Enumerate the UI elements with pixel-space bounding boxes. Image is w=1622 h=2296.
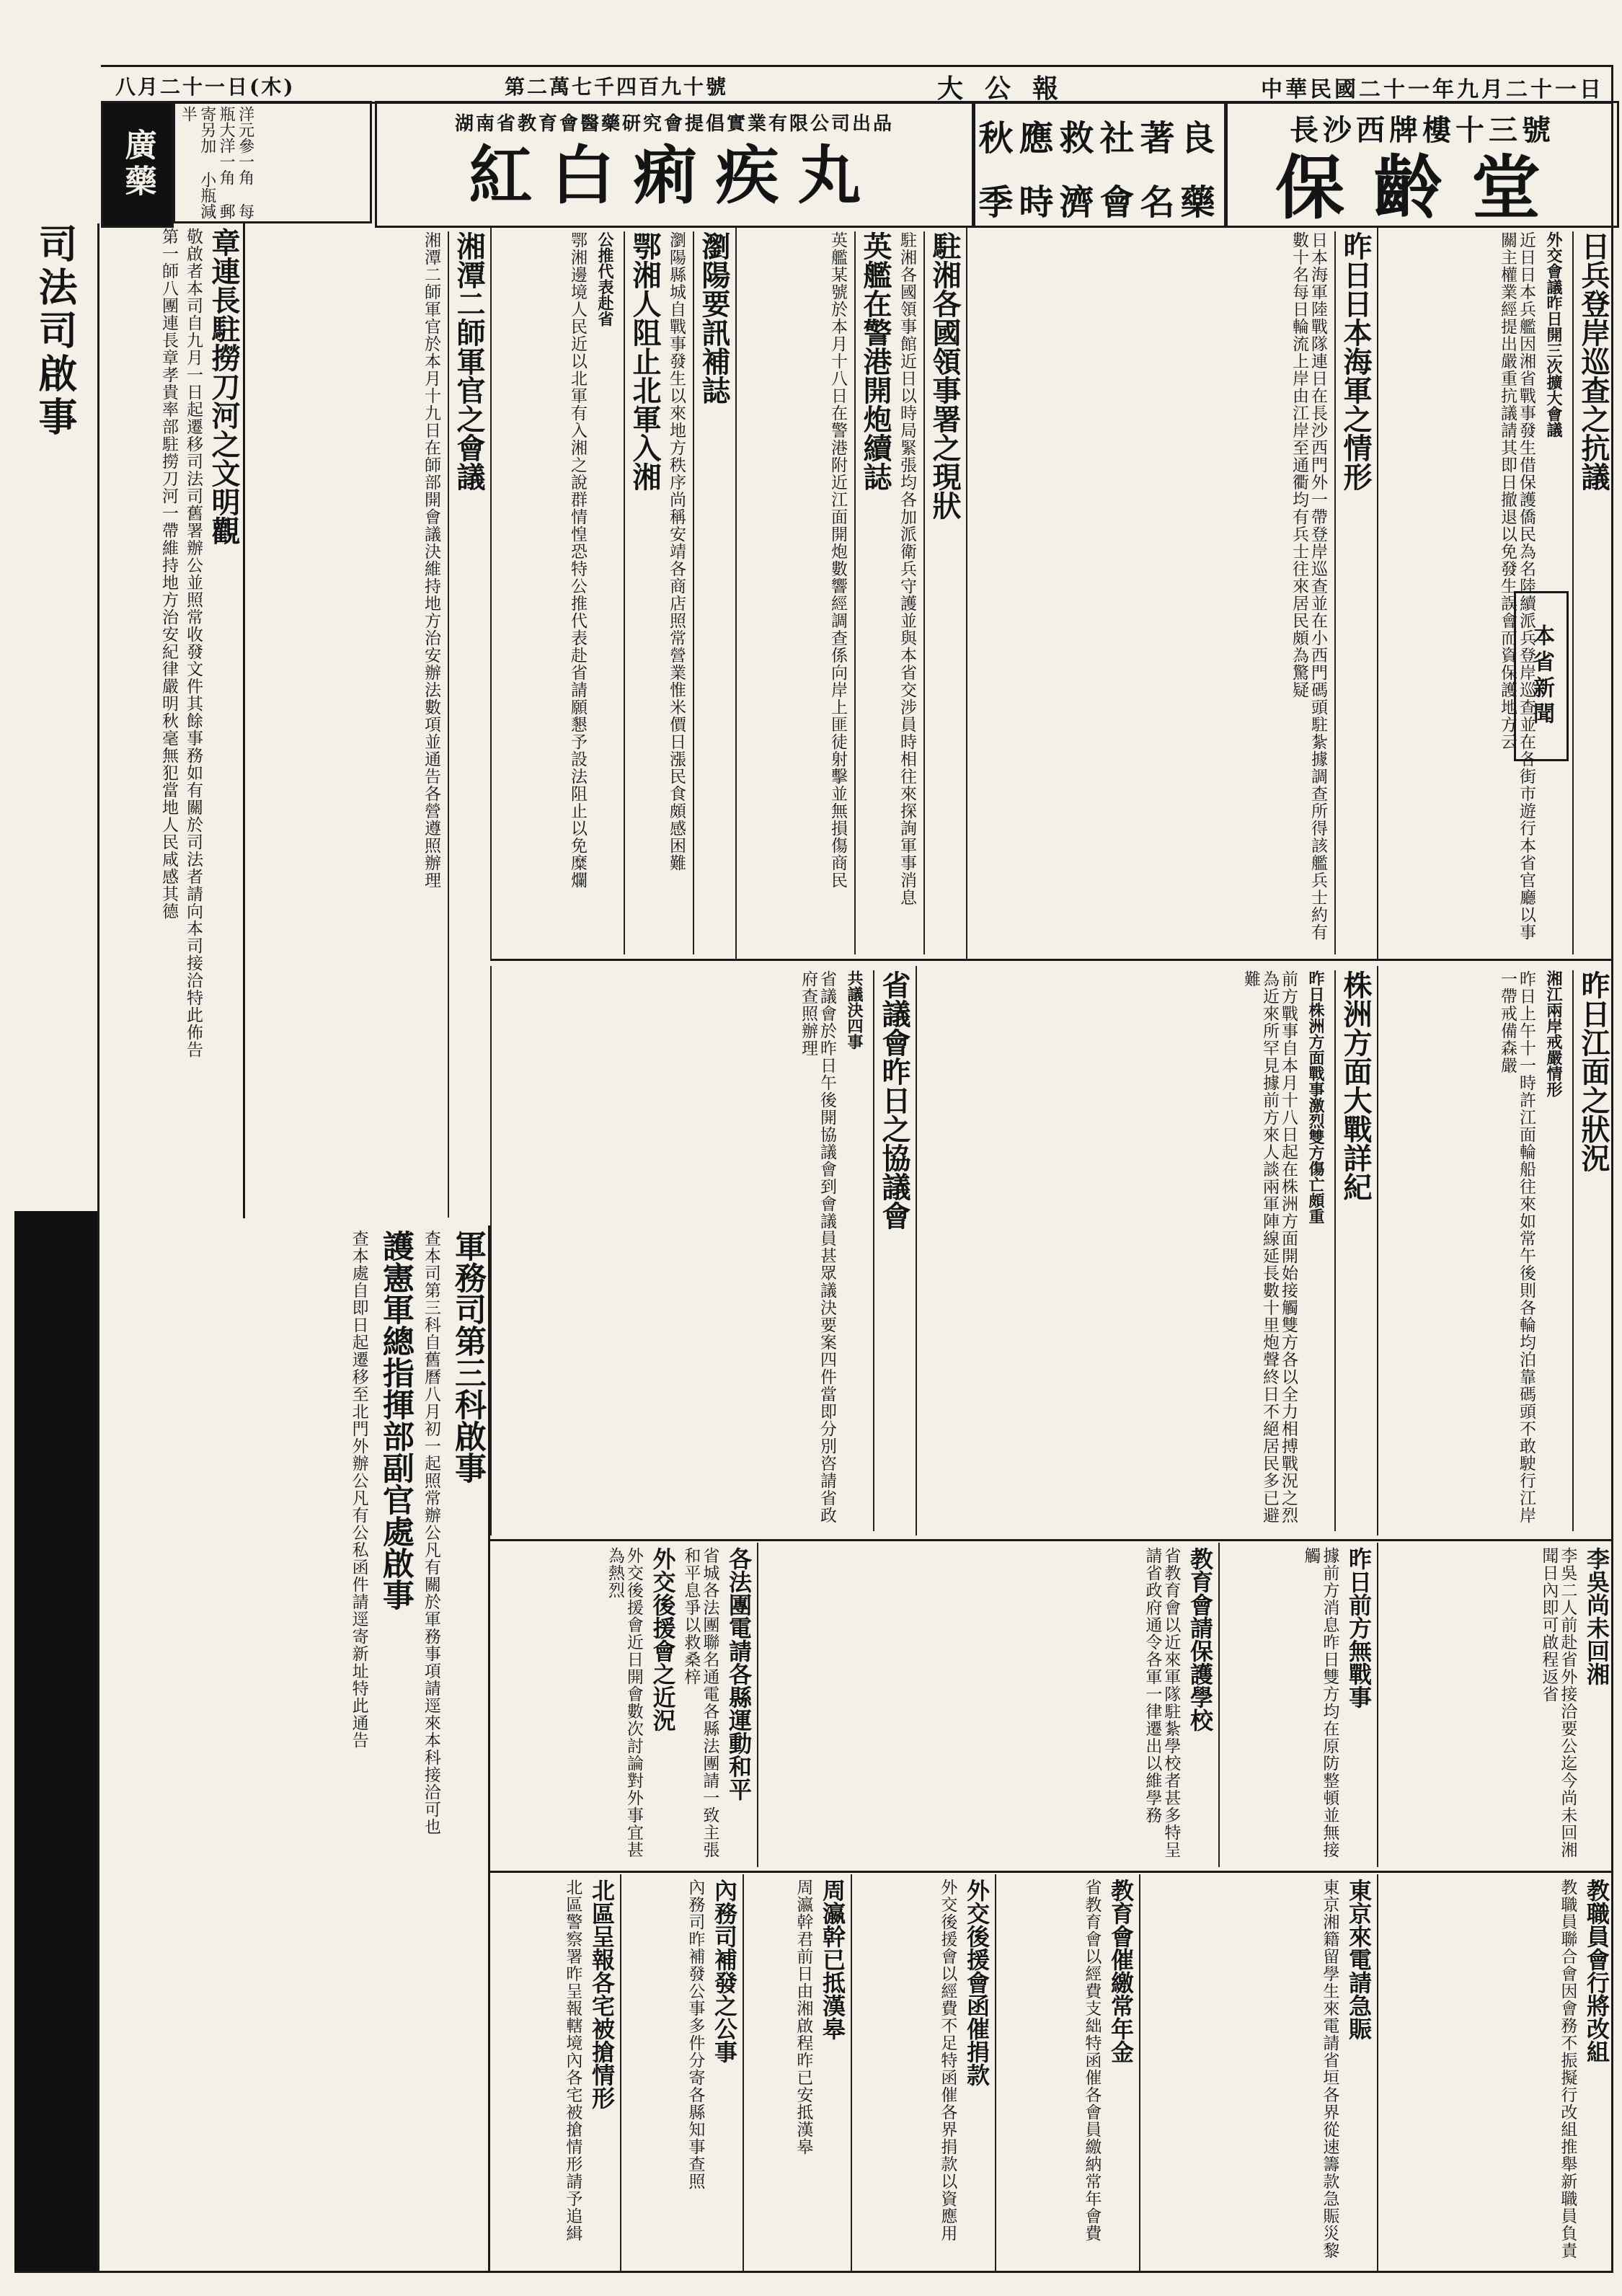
article-li-wu-block [1377, 1543, 1611, 1867]
a16-body: 東京湘籍留學生來電請省垣各界從速籌款急賑災黎 [1320, 1879, 1339, 2259]
left-ad-text: 查本司第三科自舊曆八月初一起照常辦公凡有關於軍務事項請逕來本科接洽可也 [421, 1230, 440, 1835]
left-column-dark-band [14, 1211, 97, 2271]
masthead-date-left: 八月二十一日(木) [115, 75, 296, 99]
article-zhou-hankou [743, 1874, 847, 2271]
ad-left-small [101, 101, 174, 228]
section-label-text: 本省新聞 [1529, 624, 1554, 728]
article-japanese-navy [966, 227, 1373, 959]
masthead-paper-name: 大公報 [937, 74, 1081, 104]
a1-body: 近日日本兵艦因湘省戰事發生借保護僑民為名陸續派兵登岸巡查並在各街市遊行本省官廳以事關主權業經提出嚴重抗議請其即日撤退以免發生誤會而資保護地方云 [1498, 231, 1535, 941]
left-column [14, 223, 99, 2271]
ad-side-text-body: 洋元參一角 每瓶大洋一角 郵寄另加 小瓶減半 [179, 106, 254, 219]
ad-autumn-medicine [973, 101, 1226, 228]
a2-body: 日本海軍陸戰隊連日在長沙西門外一帶登岸巡查並在小西門碼頭駐紮據調查所得該艦兵士約有數十名每日輪流上岸由江岸至通衢均有兵士往來居民頗為驚疑 [1290, 231, 1327, 941]
ad-red-white-pill [375, 101, 974, 228]
article-liuyang [490, 227, 732, 959]
a11-title: 昨日前方無戰事 [1345, 1547, 1373, 1708]
ad-baolingtang-main: 保齡堂 [1275, 147, 1569, 228]
left-notice-text: 敬啟者本司自九月一日起遷移司法司舊署辦公並照常收發文件其餘事務如有關於司法者請向本司接洽特此佈告 [184, 228, 203, 1058]
a18-body: 省教育會以經費支絀特函催各會員繳納常年會費 [1082, 1879, 1102, 2242]
left-notice [101, 223, 245, 1218]
divider-tier-1 [490, 959, 1611, 961]
a9-title: 株洲方面大戰詳紀 [1334, 970, 1370, 1531]
ad-baolingtang [1226, 101, 1619, 228]
article-river-status [1377, 966, 1611, 1535]
article-interior-dispatch [620, 1874, 739, 2271]
a15-title: 外交後援會之近況 [649, 1547, 677, 1732]
a10-body: 李吳二人前赴省外接洽要公迄今尚未回湘聞日內即可啟程返省 [1539, 1547, 1577, 1858]
a20-body: 周瀛幹君前日由湘啟程昨已安抵漢皋 [794, 1879, 813, 2155]
a19-body: 外交後援會以經費不足特函催各界捐款以資應用 [938, 1879, 957, 2242]
article-xiangtan-officers [249, 227, 487, 1222]
masthead [101, 65, 1611, 104]
a4-body: 瀏陽縣城自戰事發生以來地方秩序尚稱安靖各商店照常營業惟米價日漲民食頗感困難 [667, 231, 686, 872]
a15-body: 外交後援會近日開會數次討論對外事宜甚為熱烈 [605, 1547, 643, 1858]
a17-body: 教職員聯合會因會務不振擬行改組推舉新職員負責 [1558, 1879, 1577, 2259]
a12-body: 省議會於昨日午後開協議會到會議員甚眾議決要案四件當即分別咨請省政府查照辦理 [799, 970, 836, 1524]
left-second-text: 第一師八團連長章孝貴率部駐撈刀河一帶維持地方治安紀律嚴明秋毫無犯當地人民咸感其德 [159, 228, 179, 920]
a20-title: 周瀛幹已抵漢皋 [819, 1879, 846, 2040]
article-front-no-war [1218, 1543, 1373, 1867]
a21-body: 內務司昨補發公事多件分寄各縣知事查照 [686, 1879, 705, 2190]
a5-body: 英艦某號於本月十八日在警港附近江面開炮數響經調查係向岸上匪徒射擊並無損傷商民 [828, 231, 848, 889]
a19-title: 外交後援會函催捐款 [963, 1879, 991, 2086]
a13-body: 省教育會以近來軍隊駐紮學校者甚多特呈請省政府通令各軍一律遷出以維學務 [1143, 1547, 1181, 1858]
a13-title: 教育會請保護學校 [1187, 1547, 1214, 1732]
a22-title: 北區呈報各宅被搶情形 [588, 1879, 616, 2109]
a7-body: 湘潭二師軍官於本月十九日在師部開會議決維持地方治安辦法數項並通告各營遵照辦理 [422, 231, 440, 889]
ad-side-text [173, 101, 372, 223]
a8-body: 昨日上午十一時許江面輪船往來如常午後則各輪均泊靠碼頭不敢駛行江岸一帶戒備森嚴 [1498, 970, 1535, 1524]
a1-title: 日兵登岸巡查之抗議 [1572, 231, 1608, 954]
masthead-date-right: 中華民國二十一年九月二十一日 [1261, 77, 1604, 102]
a6-body: 鄂湘邊境人民近以北軍有入湘之說群情惶恐特公推代表赴省請願懇予設法阻止以免糜爛 [568, 231, 588, 889]
a21-title: 內務司補發之公事 [711, 1879, 738, 2063]
a22-body: 北區警察署昨呈報轄境內各宅被搶情形請予追緝 [563, 1879, 582, 2242]
a14-title: 各法團電請各縣運動和平 [725, 1547, 753, 1801]
a8-title: 昨日江面之狀況 [1572, 970, 1608, 1531]
article-legal-groups [494, 1543, 753, 1867]
article-annual-fee [995, 1874, 1135, 2271]
masthead-edition: 第二萬七千四百九十號 [505, 75, 729, 99]
divider-tier-3 [490, 1871, 1611, 1873]
article-japanese-landing-protest [1377, 227, 1611, 959]
article-education-protect [757, 1543, 1215, 1867]
a18-title: 教育會催繳常年金 [1107, 1879, 1135, 2063]
article-donations [851, 1874, 991, 2271]
left-third-text: 查本處自即日起遷移至北門外辦公凡有公私函件請逕寄新址特此通告 [349, 1230, 368, 1749]
article-north-district [494, 1874, 616, 2271]
left-ad-title: 軍務司第三科啟事 [449, 1230, 486, 1484]
a7-title: 湘潭二師軍官之會議 [448, 231, 484, 1218]
a5-title: 英艦在警港開炮續誌 [854, 231, 890, 954]
a9-body: 前方戰事自本月十八日起在株洲方面開始接觸雙方各以全力相搏戰況之烈為近來所罕見據前方來人談兩軍陣線延長數十里炮聲終日不絕居民多已避難 [1241, 970, 1298, 1524]
ad-left-small-text: 廣藥 [119, 128, 156, 200]
a2-title: 昨日日本海軍之情形 [1334, 231, 1370, 954]
a11-body: 據前方消息昨日雙方均在原防整頓並無接觸 [1301, 1547, 1339, 1858]
article-staff-reorg [1377, 1874, 1611, 2271]
ad-red-main: 紅白痢疾丸 [469, 138, 880, 213]
left-column-title: 司法司啟事 [32, 223, 79, 440]
a3-title: 駐湘各國領事署之現狀 [923, 231, 960, 954]
ad-autumn-main: 季時濟會名藥 [978, 182, 1221, 223]
left-lower-notices [101, 1225, 490, 2271]
a16-title: 東京來電請急賑 [1345, 1879, 1373, 2040]
article-tokyo-relief [1139, 1874, 1373, 2271]
ad-autumn-sub: 秋應救社著良 [978, 118, 1221, 159]
right-edge-rule [1611, 65, 1613, 2271]
a3-body: 駐湘各國領事館近日以時局緊張均各加派衛兵守護並與本省交涉員時相往來探詢軍事消息 [898, 231, 916, 906]
a8-sub: 湘江兩岸戒嚴情形 [1544, 970, 1563, 1097]
divider-tier-2 [490, 1539, 1611, 1541]
a12-title: 省議會昨日之協議會 [873, 970, 909, 1531]
a14-body: 省城各法團聯名通電各縣法團請一致主張和平息爭以救桑梓 [681, 1547, 719, 1858]
a12-sub: 共議決四事 [845, 970, 864, 1050]
a6-title: 鄂湘人阻止北軍入湘 [624, 231, 660, 954]
article-provincial-assembly [490, 966, 912, 1535]
article-zhuzhou-battle [916, 966, 1373, 1535]
a10-title: 李吳尚未回湘 [1583, 1547, 1610, 1685]
ad-baolingtang-sub: 長沙西牌樓十三號 [1290, 113, 1555, 147]
a6-sub: 公推代表赴省 [595, 231, 615, 327]
a4-title: 瀏陽要訊補誌 [693, 231, 729, 954]
left-second-title: 章連長駐撈刀河之文明觀 [207, 228, 241, 545]
a17-title: 教職員會行將改組 [1583, 1879, 1610, 2063]
bottom-edge-rule [14, 2271, 1613, 2273]
left-third-title: 護憲軍總指揮部副官處啟事 [376, 1230, 414, 1610]
a1-sub: 外交會議昨日開三次擴大會議 [1544, 231, 1563, 438]
article-consulates [735, 227, 962, 959]
a9-sub: 昨日株洲方面戰事激烈雙方傷亡頗重 [1306, 970, 1325, 1224]
article-li-wu-return [1218, 1193, 1224, 1202]
ad-red-sub: 湖南省教育會醫藥研究會提倡實業有限公司出品 [454, 113, 894, 135]
